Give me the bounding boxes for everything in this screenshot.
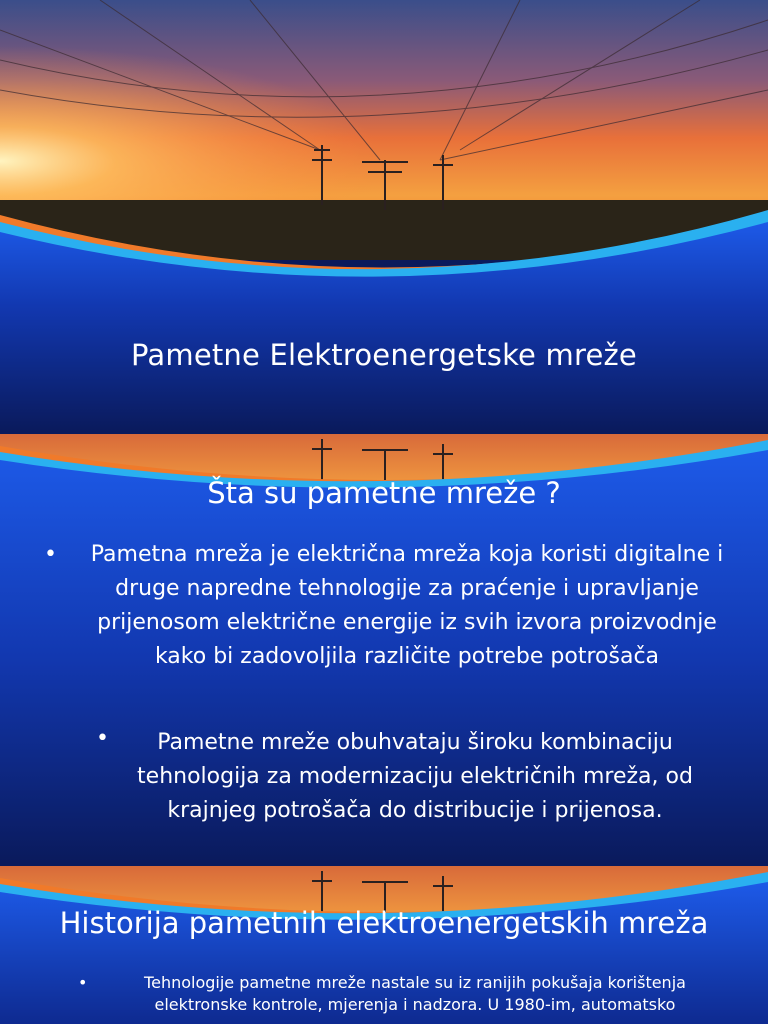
slide-title: Historija pametnih elektroenergetskih mreža — [59, 906, 709, 940]
slide-title: Pametne Elektroenergetske mreže — [131, 338, 637, 372]
bullet-text: Pametne mreže obuhvataju široku kombinaciju tehnologija za modernizaciju električnih mreža, od krajnjeg potrošača do distribucije i prijenosa. — [137, 730, 693, 823]
bullet-item — [92, 726, 712, 828]
bullet-item — [72, 972, 732, 1016]
slide-3 — [0, 866, 768, 1024]
slide-title: Šta su pametne mreže ? — [207, 476, 561, 510]
slide-2 — [0, 434, 768, 864]
bullet-text: Tehnologije pametne mreže nastale su iz ranijih pokušaja korištenja elektronske kontrole, mjerenja i nadzora. U 1980-im, automatsko — [144, 973, 686, 1014]
bullet-dot: • — [44, 542, 57, 567]
bullet-dot: • — [96, 726, 109, 751]
bullet-item — [44, 538, 744, 674]
bullet-dot: • — [78, 973, 88, 992]
slide-1 — [0, 0, 768, 432]
bullet-text: Pametna mreža je električna mreža koja koristi digitalne i druge napredne tehnologije za praćenje i upravljanje prijenosom električne energije iz svih izvora proizvodnje kako bi zadovoljila različite potrebe potrošača — [90, 542, 724, 669]
